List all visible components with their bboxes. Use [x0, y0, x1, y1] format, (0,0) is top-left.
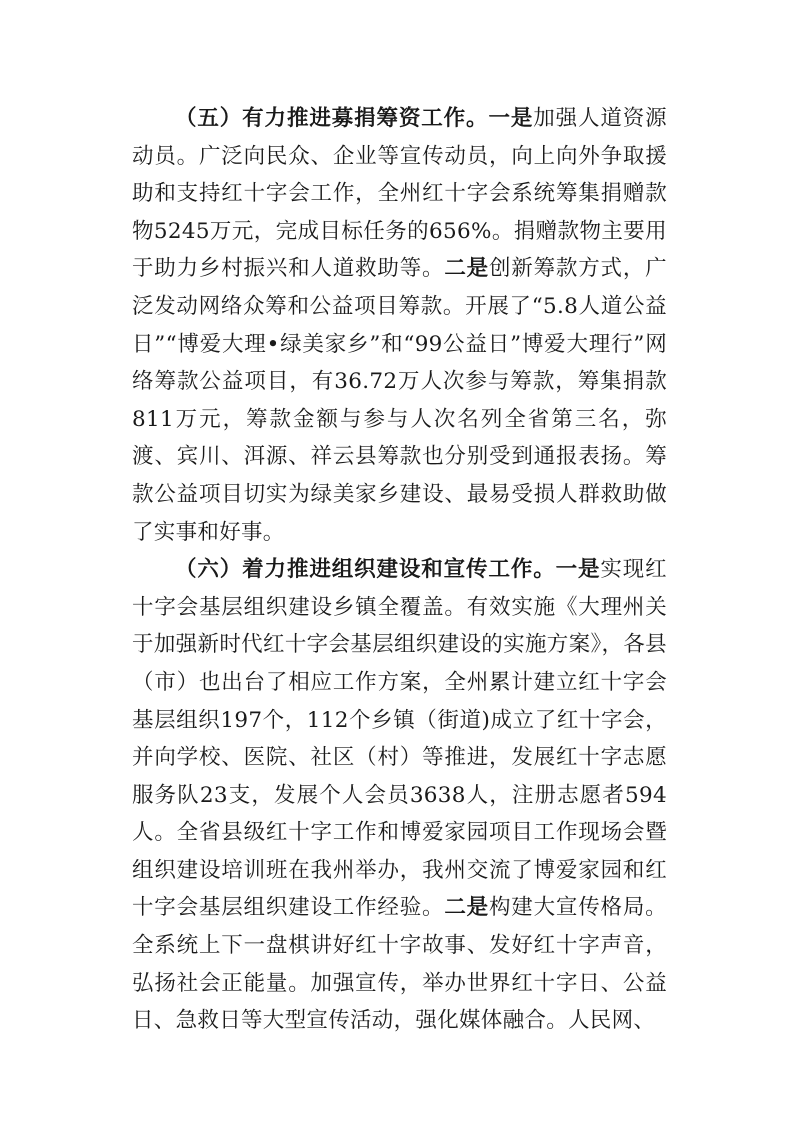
- point-text-second: 创新筹款方式，广泛发动网络众筹和公益项目筹款。开展了“5.8人道公益日”“博爱大理•绿美家乡”和“99公益日”博爱大理行”网络筹款公益项目，有36.72万人次参与筹款，筹集捐款811万元，筹款金额与参与人次名列全省第三名，弥渡、宾川、洱源、祥云县筹款也分别受到通报表扬。筹款公益项目切实为绿美家乡建设、最易受损人群救助做了实事和好事。: [132, 256, 667, 545]
- document-body: [132, 100, 667, 1040]
- point-text-first: 实现红十字会基层组织建设乡镇全覆盖。有效实施《大理州关于加强新时代红十字会基层组织建设的实施方案》，各县（市）也出台了相应工作方案，全州累计建立红十字会基层组织197个，112个乡镇（街道)成立了红十字会，并向学校、医院、社区（村）等推进，发展红十字志愿服务队23支，发展个人会员3638人，注册志愿者594人。全省县级红十字工作和博爱家园项目工作现场会暨组织建设培训班在我州举办，我州交流了博爱家园和红十字会基层组织建设工作经验。: [132, 557, 667, 921]
- paragraph-organization: [132, 551, 667, 1040]
- point-label-second: 二是: [444, 256, 489, 282]
- point-label-first: 一是: [555, 557, 601, 583]
- point-label-second: 二是: [444, 895, 489, 921]
- section-heading-fundraising: （五）有力推进募捐筹资工作。: [175, 106, 489, 131]
- paragraph-fundraising: [132, 100, 667, 551]
- section-heading-organization: （六）着力推进组织建设和宣传工作。: [175, 557, 556, 583]
- point-text-first: 加强人道资源动员。广泛向民众、企业等宣传动员，向上向外争取援助和支持红十字会工作，全州红十字会系统筹集捐赠款物5245万元，完成目标任务的656%。捐赠款物主要用于助力乡村振兴和人道救助等。: [132, 106, 667, 282]
- point-label-first: 一是: [488, 106, 534, 131]
- point-text-second: 构建大宣传格局。全系统上下一盘棋讲好红十字故事、发好红十字声音，弘扬社会正能量。加强宣传，举办世界红十字日、公益日、急救日等大型宣传活动，强化媒体融合。人民网、: [132, 895, 667, 1034]
